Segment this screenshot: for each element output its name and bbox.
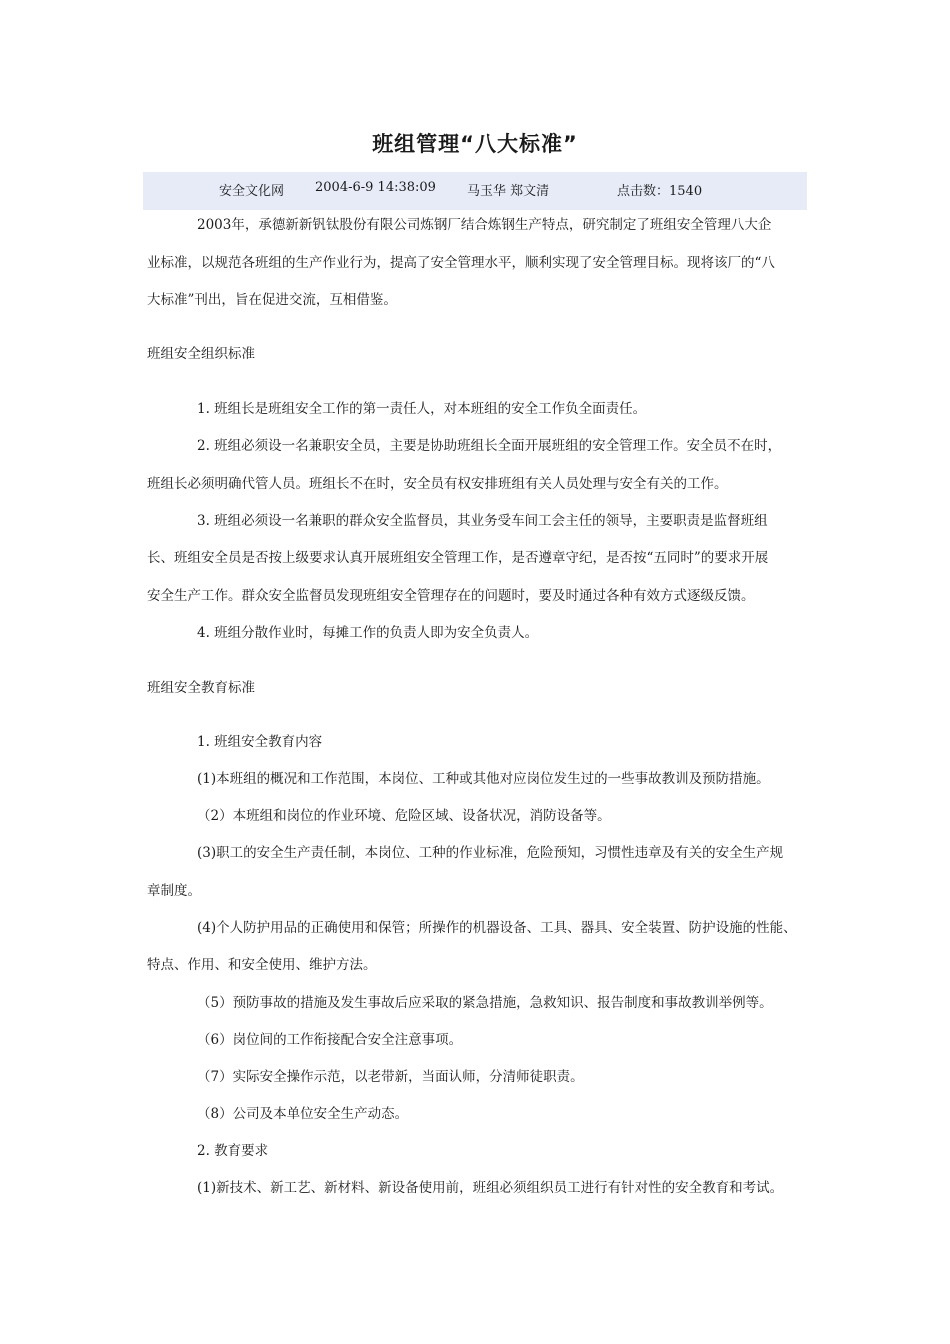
- article-title: 班组管理“八大标准”: [372, 132, 578, 156]
- intro-line: 业标准，以规范各班组的生产作业行为，提高了安全管理水平，顺利实现了安全管理目标。现将该厂的“八: [147, 255, 775, 271]
- body-line: （2）本班组和岗位的作业环境、危险区域、设备状况，消防设备等。: [197, 808, 611, 824]
- meta-authors: 马玉华 郑文清: [467, 184, 550, 199]
- section-heading: 班组安全教育标准: [147, 680, 255, 696]
- body-line: （6）岗位间的工作衔接配合安全注意事项。: [197, 1032, 463, 1048]
- body-line: 班组长必须明确代管人员。班组长不在时，安全员有权安排班组有关人员处理与安全有关的工作。: [147, 476, 728, 492]
- body-line: (4)个人防护用品的正确使用和保管；所操作的机器设备、工具、器具、安全装置、防护设施的性能、: [197, 920, 797, 936]
- body-line: 2. 班组必须设一名兼职安全员，主要是协助班组长全面开展班组的安全管理工作。安全员不在时，: [197, 438, 782, 454]
- body-line: 特点、作用、和安全使用、维护方法。: [147, 957, 377, 973]
- article-meta-bar: [143, 172, 807, 210]
- body-line: 2. 教育要求: [197, 1143, 269, 1159]
- body-line: （8）公司及本单位安全生产动态。: [197, 1106, 409, 1122]
- meta-date: 2004-6-9 14:38:09: [315, 180, 436, 195]
- body-line: 章制度。: [147, 883, 201, 899]
- body-line: （5）预防事故的措施及发生事故后应采取的紧急措施，急救知识、报告制度和事故教训举例等。: [197, 995, 773, 1011]
- body-line: (1)本班组的概况和工作范围，本岗位、工种或其他对应岗位发生过的一些事故教训及预防措施。: [197, 771, 770, 787]
- body-line: 1. 班组长是班组安全工作的第一责任人，对本班组的安全工作负全面责任。: [197, 401, 647, 417]
- body-line: (3)职工的安全生产责任制，本岗位、工种的作业标准，危险预知，习惯性违章及有关的安全生产规: [197, 845, 784, 861]
- body-line: 1. 班组安全教育内容: [197, 734, 323, 750]
- body-line: （7）实际安全操作示范，以老带新，当面认师，分清师徒职责。: [197, 1069, 584, 1085]
- body-line: 4. 班组分散作业时，每摊工作的负责人即为安全负责人。: [197, 625, 539, 641]
- meta-source: 安全文化网: [219, 184, 285, 199]
- body-line: 长、班组安全员是否按上级要求认真开展班组安全管理工作，是否遵章守纪，是否按“五同时”的要求开展: [147, 550, 769, 566]
- intro-line: 大标准”刊出，旨在促进交流，互相借鉴。: [147, 292, 397, 308]
- intro-line: 2003年，承德新新钒钛股份有限公司炼钢厂结合炼钢生产特点，研究制定了班组安全管理八大企: [197, 217, 772, 233]
- body-line: 安全生产工作。群众安全监督员发现班组安全管理存在的问题时，要及时通过各种有效方式逐级反馈。: [147, 588, 755, 604]
- body-line: (1)新技术、新工艺、新材料、新设备使用前，班组必须组织员工进行有针对性的安全教育和考试。: [197, 1180, 784, 1196]
- section-heading: 班组安全组织标准: [147, 346, 255, 362]
- body-line: 3. 班组必须设一名兼职的群众安全监督员，其业务受车间工会主任的领导，主要职责是监督班组: [197, 513, 768, 529]
- meta-clicks: 点击数：1540: [617, 184, 703, 199]
